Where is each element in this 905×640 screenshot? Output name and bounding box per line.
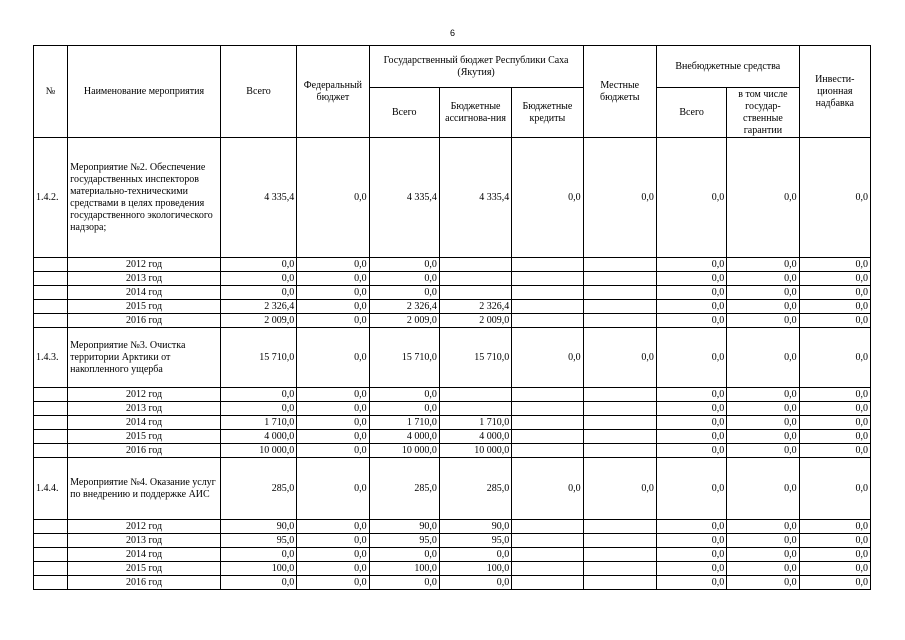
header-extra-guarantees: в том числе государ-ственные гарантии: [727, 88, 799, 138]
measure-value-cell: 15 710,0: [220, 328, 296, 388]
measure-code: 1.4.2.: [34, 138, 68, 258]
year-value-cell: [583, 416, 656, 430]
table-body: [34, 138, 871, 590]
year-value-cell: [583, 520, 656, 534]
year-value-cell: 90,0: [369, 520, 439, 534]
year-value-cell: [583, 258, 656, 272]
year-row-code-cell: [34, 300, 68, 314]
year-value-cell: 0,0: [369, 258, 439, 272]
header-extra-total: Всего: [656, 88, 726, 138]
year-row-code-cell: [34, 548, 68, 562]
year-value-cell: [512, 416, 583, 430]
measure-value-cell: 0,0: [656, 138, 726, 258]
year-value-cell: 0,0: [727, 272, 799, 286]
measure-value-cell: 4 335,4: [439, 138, 511, 258]
year-value-cell: [512, 548, 583, 562]
year-label: 2015 год: [68, 562, 221, 576]
year-row: [34, 548, 871, 562]
year-value-cell: 0,0: [220, 388, 296, 402]
year-value-cell: 0,0: [727, 430, 799, 444]
measure-value-cell: 15 710,0: [439, 328, 511, 388]
year-value-cell: 0,0: [220, 548, 296, 562]
measure-value-cell: 0,0: [512, 458, 583, 520]
table-row: [34, 458, 871, 520]
year-value-cell: [583, 562, 656, 576]
year-value-cell: 0,0: [369, 286, 439, 300]
year-value-cell: 0,0: [799, 548, 870, 562]
year-value-cell: [512, 286, 583, 300]
year-value-cell: 0,0: [799, 258, 870, 272]
header-state-credits: Бюджетные кредиты: [512, 88, 583, 138]
measure-value-cell: 0,0: [727, 138, 799, 258]
year-row-code-cell: [34, 562, 68, 576]
measure-value-cell: 0,0: [799, 138, 870, 258]
year-value-cell: 0,0: [656, 562, 726, 576]
year-value-cell: 0,0: [799, 272, 870, 286]
header-federal: Федеральный бюджет: [297, 46, 369, 138]
year-value-cell: [583, 388, 656, 402]
year-value-cell: [583, 402, 656, 416]
header-no: №: [34, 46, 68, 138]
year-value-cell: 0,0: [799, 562, 870, 576]
year-value-cell: [512, 272, 583, 286]
year-value-cell: 0,0: [656, 534, 726, 548]
year-row: [34, 314, 871, 328]
measure-value-cell: 0,0: [583, 458, 656, 520]
year-row-code-cell: [34, 576, 68, 590]
year-value-cell: 2 009,0: [369, 314, 439, 328]
year-value-cell: 95,0: [369, 534, 439, 548]
year-value-cell: 0,0: [656, 300, 726, 314]
year-value-cell: 0,0: [369, 576, 439, 590]
year-row-code-cell: [34, 388, 68, 402]
year-value-cell: 10 000,0: [369, 444, 439, 458]
year-value-cell: [439, 286, 511, 300]
year-label: 2014 год: [68, 548, 221, 562]
measure-code: 1.4.3.: [34, 328, 68, 388]
year-value-cell: 0,0: [656, 272, 726, 286]
year-value-cell: 10 000,0: [220, 444, 296, 458]
measure-value-cell: 4 335,4: [369, 138, 439, 258]
year-value-cell: 0,0: [656, 444, 726, 458]
year-row-code-cell: [34, 258, 68, 272]
year-label: 2013 год: [68, 534, 221, 548]
year-value-cell: 0,0: [439, 548, 511, 562]
year-value-cell: 0,0: [656, 258, 726, 272]
year-row-code-cell: [34, 272, 68, 286]
year-value-cell: 100,0: [439, 562, 511, 576]
header-total: Всего: [220, 46, 296, 138]
year-value-cell: 0,0: [799, 576, 870, 590]
year-value-cell: [512, 534, 583, 548]
year-row: [34, 402, 871, 416]
header-state-allocations: Бюджетные ассигнова-ния: [439, 88, 511, 138]
year-value-cell: 95,0: [439, 534, 511, 548]
year-row-code-cell: [34, 430, 68, 444]
year-value-cell: 0,0: [727, 402, 799, 416]
year-value-cell: 4 000,0: [220, 430, 296, 444]
year-value-cell: 0,0: [656, 314, 726, 328]
measure-value-cell: 285,0: [439, 458, 511, 520]
year-value-cell: 2 009,0: [220, 314, 296, 328]
year-value-cell: 90,0: [439, 520, 511, 534]
year-value-cell: 0,0: [656, 388, 726, 402]
year-value-cell: [512, 388, 583, 402]
year-value-cell: [583, 300, 656, 314]
year-value-cell: 0,0: [656, 402, 726, 416]
year-value-cell: 0,0: [799, 430, 870, 444]
measure-name: Мероприятие №4. Оказание услуг по внедрению и поддержке АИС: [68, 458, 221, 520]
year-label: 2014 год: [68, 286, 221, 300]
year-value-cell: 10 000,0: [439, 444, 511, 458]
year-value-cell: 0,0: [799, 444, 870, 458]
year-value-cell: 0,0: [799, 534, 870, 548]
measure-value-cell: 0,0: [297, 458, 369, 520]
measure-value-cell: 0,0: [727, 458, 799, 520]
year-label: 2015 год: [68, 430, 221, 444]
year-value-cell: 0,0: [727, 388, 799, 402]
year-label: 2016 год: [68, 444, 221, 458]
year-value-cell: 0,0: [799, 402, 870, 416]
year-value-cell: 0,0: [297, 576, 369, 590]
year-value-cell: 0,0: [220, 258, 296, 272]
year-value-cell: [512, 402, 583, 416]
measure-value-cell: 0,0: [512, 138, 583, 258]
year-row-code-cell: [34, 534, 68, 548]
year-value-cell: 0,0: [369, 548, 439, 562]
measure-value-cell: 15 710,0: [369, 328, 439, 388]
header-invest: Инвести-ционная надбавка: [799, 46, 870, 138]
year-value-cell: 0,0: [297, 258, 369, 272]
year-value-cell: 1 710,0: [220, 416, 296, 430]
year-value-cell: 0,0: [656, 548, 726, 562]
measure-value-cell: 0,0: [799, 328, 870, 388]
measure-value-cell: 4 335,4: [220, 138, 296, 258]
year-value-cell: [512, 520, 583, 534]
measure-value-cell: 0,0: [512, 328, 583, 388]
year-value-cell: [439, 402, 511, 416]
year-value-cell: 0,0: [297, 430, 369, 444]
year-value-cell: 0,0: [297, 534, 369, 548]
year-value-cell: 0,0: [297, 520, 369, 534]
year-row: [34, 300, 871, 314]
measure-value-cell: 0,0: [727, 328, 799, 388]
measure-value-cell: 0,0: [583, 328, 656, 388]
year-label: 2012 год: [68, 388, 221, 402]
year-value-cell: [583, 534, 656, 548]
year-value-cell: 2 326,4: [439, 300, 511, 314]
year-value-cell: 0,0: [297, 548, 369, 562]
year-value-cell: [512, 562, 583, 576]
year-value-cell: 95,0: [220, 534, 296, 548]
year-value-cell: 1 710,0: [369, 416, 439, 430]
year-row-code-cell: [34, 314, 68, 328]
measure-value-cell: 285,0: [220, 458, 296, 520]
year-value-cell: [583, 314, 656, 328]
measure-value-cell: 0,0: [297, 138, 369, 258]
year-value-cell: 2 009,0: [439, 314, 511, 328]
year-row: [34, 520, 871, 534]
header-local: Местные бюджеты: [583, 46, 656, 138]
year-value-cell: 0,0: [220, 402, 296, 416]
year-value-cell: [512, 258, 583, 272]
year-label: 2016 год: [68, 576, 221, 590]
year-row: [34, 272, 871, 286]
year-value-cell: [512, 314, 583, 328]
year-label: 2012 год: [68, 258, 221, 272]
year-value-cell: 2 326,4: [220, 300, 296, 314]
header-extrabudget: Внебюджетные средства: [656, 46, 799, 88]
header-state-total: Всего: [369, 88, 439, 138]
table-header: [34, 46, 871, 138]
measure-value-cell: 0,0: [656, 458, 726, 520]
year-value-cell: [512, 430, 583, 444]
year-value-cell: 0,0: [220, 576, 296, 590]
measure-value-cell: 285,0: [369, 458, 439, 520]
year-value-cell: 0,0: [656, 416, 726, 430]
year-value-cell: [583, 548, 656, 562]
year-value-cell: 0,0: [727, 286, 799, 300]
year-value-cell: 0,0: [297, 416, 369, 430]
year-value-cell: 0,0: [369, 388, 439, 402]
year-value-cell: 100,0: [369, 562, 439, 576]
measure-value-cell: 0,0: [297, 328, 369, 388]
year-value-cell: [583, 444, 656, 458]
year-value-cell: [439, 258, 511, 272]
measure-name: Мероприятие №3. Очистка территории Арктики от накопленного ущерба: [68, 328, 221, 388]
year-row-code-cell: [34, 286, 68, 300]
year-label: 2014 год: [68, 416, 221, 430]
page-number: 6: [449, 28, 455, 38]
year-row: [34, 430, 871, 444]
year-value-cell: 0,0: [727, 300, 799, 314]
year-value-cell: 0,0: [799, 300, 870, 314]
year-label: 2016 год: [68, 314, 221, 328]
year-value-cell: 0,0: [220, 286, 296, 300]
year-value-cell: [439, 272, 511, 286]
header-state-budget: Государственный бюджет Республики Саха (Якутия): [369, 46, 583, 88]
year-label: 2013 год: [68, 402, 221, 416]
year-value-cell: 0,0: [297, 402, 369, 416]
year-value-cell: 4 000,0: [369, 430, 439, 444]
measure-code: 1.4.4.: [34, 458, 68, 520]
year-value-cell: 0,0: [297, 388, 369, 402]
year-value-cell: 0,0: [799, 314, 870, 328]
year-value-cell: 0,0: [297, 444, 369, 458]
year-value-cell: [583, 430, 656, 444]
year-value-cell: [583, 272, 656, 286]
year-value-cell: 100,0: [220, 562, 296, 576]
year-value-cell: [583, 576, 656, 590]
year-value-cell: 0,0: [727, 548, 799, 562]
year-value-cell: 0,0: [727, 534, 799, 548]
measure-value-cell: 0,0: [656, 328, 726, 388]
year-label: 2015 год: [68, 300, 221, 314]
year-value-cell: 0,0: [727, 520, 799, 534]
year-value-cell: 0,0: [369, 402, 439, 416]
year-value-cell: 0,0: [727, 258, 799, 272]
year-value-cell: 0,0: [727, 576, 799, 590]
year-row-code-cell: [34, 416, 68, 430]
year-value-cell: 0,0: [297, 562, 369, 576]
year-value-cell: 1 710,0: [439, 416, 511, 430]
year-value-cell: 0,0: [727, 562, 799, 576]
budget-table: [33, 45, 871, 590]
year-value-cell: 0,0: [297, 314, 369, 328]
year-value-cell: 0,0: [656, 286, 726, 300]
year-value-cell: [439, 388, 511, 402]
year-value-cell: 0,0: [656, 576, 726, 590]
year-value-cell: 90,0: [220, 520, 296, 534]
year-value-cell: 0,0: [799, 520, 870, 534]
year-row-code-cell: [34, 520, 68, 534]
year-row: [34, 388, 871, 402]
year-value-cell: 2 326,4: [369, 300, 439, 314]
year-value-cell: [512, 576, 583, 590]
year-value-cell: 0,0: [727, 444, 799, 458]
measure-value-cell: 0,0: [583, 138, 656, 258]
year-value-cell: 0,0: [297, 272, 369, 286]
year-row: [34, 562, 871, 576]
year-value-cell: [583, 286, 656, 300]
table-row: [34, 138, 871, 258]
year-row-code-cell: [34, 444, 68, 458]
year-value-cell: 0,0: [727, 416, 799, 430]
year-value-cell: [512, 300, 583, 314]
year-row: [34, 258, 871, 272]
year-row-code-cell: [34, 402, 68, 416]
year-value-cell: 0,0: [297, 286, 369, 300]
year-value-cell: 0,0: [656, 430, 726, 444]
year-row: [34, 286, 871, 300]
year-row: [34, 576, 871, 590]
year-label: 2013 год: [68, 272, 221, 286]
year-value-cell: 0,0: [297, 300, 369, 314]
year-value-cell: 0,0: [369, 272, 439, 286]
header-name: Наименование мероприятия: [68, 46, 221, 138]
year-value-cell: 0,0: [439, 576, 511, 590]
year-row: [34, 534, 871, 548]
year-label: 2012 год: [68, 520, 221, 534]
year-value-cell: 0,0: [799, 286, 870, 300]
table-row: [34, 328, 871, 388]
year-value-cell: [512, 444, 583, 458]
year-row: [34, 444, 871, 458]
year-value-cell: 0,0: [799, 416, 870, 430]
measure-name: Мероприятие №2. Обеспечение государственных инспекторов материально-техническими средствами в целях проведения государственного экологического надзора;: [68, 138, 221, 258]
year-value-cell: 0,0: [727, 314, 799, 328]
measure-value-cell: 0,0: [799, 458, 870, 520]
year-value-cell: 0,0: [656, 520, 726, 534]
year-value-cell: 0,0: [799, 388, 870, 402]
year-value-cell: 0,0: [220, 272, 296, 286]
year-value-cell: 4 000,0: [439, 430, 511, 444]
year-row: [34, 416, 871, 430]
